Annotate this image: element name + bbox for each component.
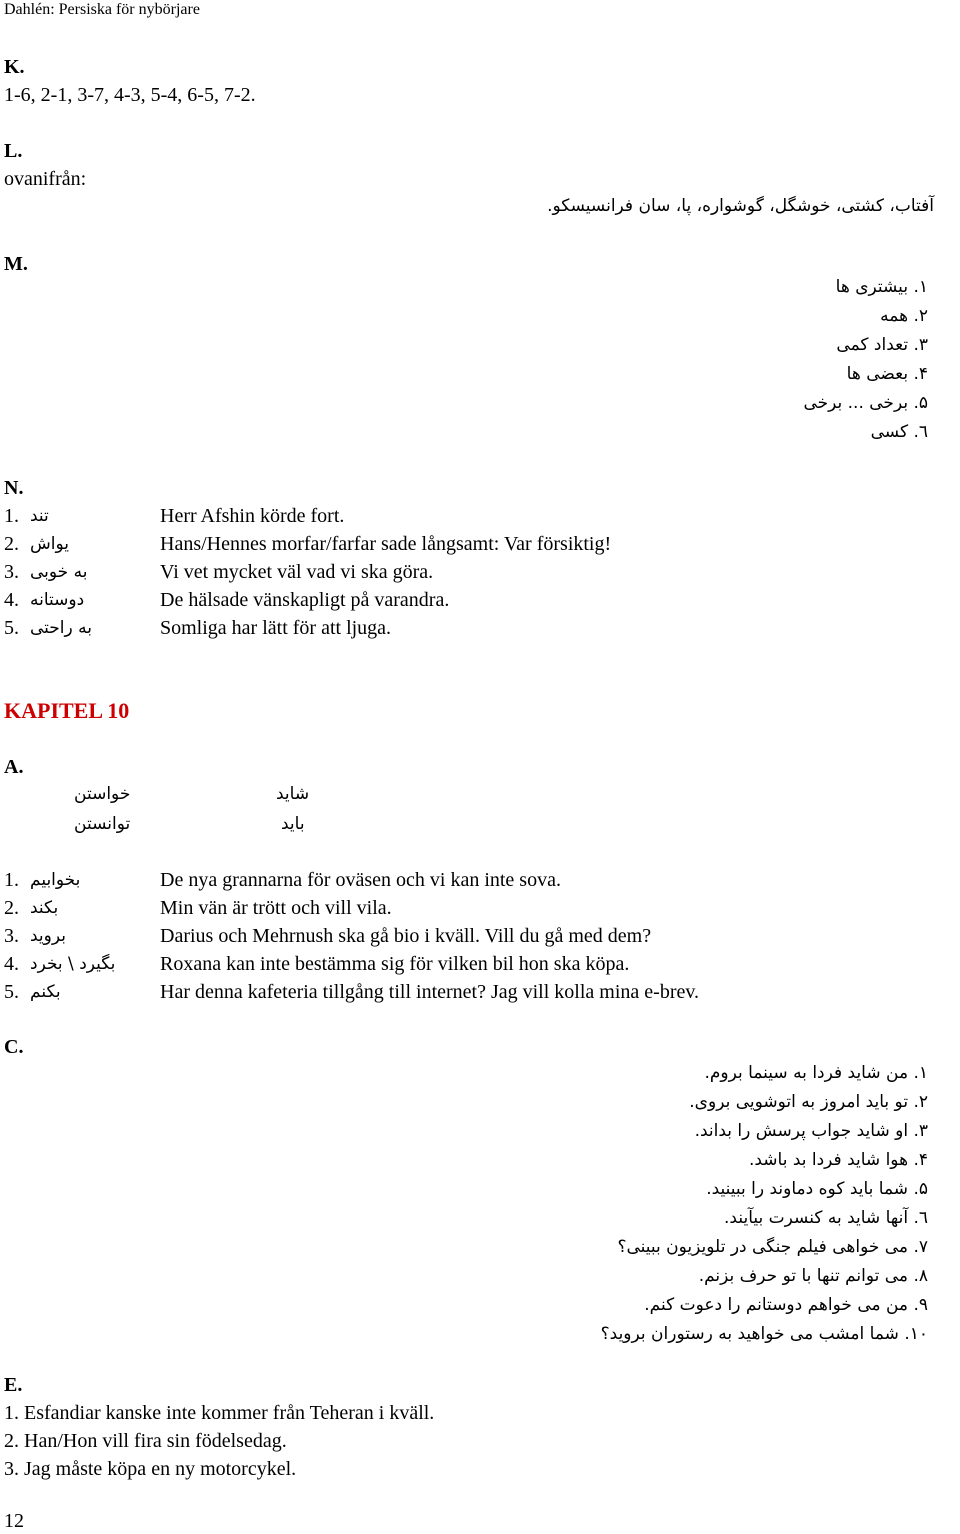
section-l-label: L. xyxy=(4,140,23,162)
list-item: ۵. شما باید کوه دماوند را ببینید. xyxy=(706,1179,928,1199)
row-number: 3. xyxy=(4,561,19,583)
row-number: 5. xyxy=(4,981,19,1003)
swedish-sentence: Herr Afshin körde fort. xyxy=(160,505,345,527)
list-item: ۴. بعضی ها xyxy=(846,364,928,384)
list-item: ۴. هوا شاید فردا بد باشد. xyxy=(748,1150,928,1170)
section-a-label: A. xyxy=(4,756,24,778)
page-header: Dahlén: Persiska för nybörjare xyxy=(4,1,200,18)
section-e-label: E. xyxy=(4,1374,23,1396)
list-item: 2. Han/Hon vill fira sin födelsedag. xyxy=(4,1430,287,1452)
persian-word: بگیرد \ بخرد xyxy=(30,954,116,974)
verb-word: خواستن xyxy=(74,784,131,804)
section-m-list xyxy=(803,273,928,447)
swedish-sentence: Min vän är trött och vill vila. xyxy=(160,897,392,919)
section-l-persian-line: آفتاب، کشتی، خوشگل، گوشواره، پا، سان فرانسیسکو. xyxy=(547,196,934,216)
section-k-answers: 1-6, 2-1, 3-7, 4-3, 5-4, 6-5, 7-2. xyxy=(4,84,256,106)
swedish-sentence: De nya grannarna för oväsen och vi kan inte sova. xyxy=(160,869,561,891)
persian-word: به خوبی xyxy=(30,562,88,582)
list-item: ۳. او شاید جواب پرسش را بداند. xyxy=(694,1121,928,1141)
section-c-label: C. xyxy=(4,1036,24,1058)
modal-word: شاید xyxy=(276,784,310,804)
row-number: 2. xyxy=(4,897,19,919)
section-c-list xyxy=(601,1059,928,1349)
swedish-sentence: Roxana kan inte bestämma sig för vilken bil hon ska köpa. xyxy=(160,953,630,975)
page-number: 12 xyxy=(4,1510,24,1532)
swedish-sentence: De hälsade vänskapligt på varandra. xyxy=(160,589,450,611)
list-item: ٦. آنها شاید به کنسرت بیآیند. xyxy=(724,1208,928,1228)
row-number: 5. xyxy=(4,617,19,639)
persian-word: بخوابیم xyxy=(30,870,81,890)
list-item: ۳. تعداد کمی xyxy=(836,335,928,355)
persian-word: یواش xyxy=(30,534,69,554)
chapter-heading: KAPITEL 10 xyxy=(4,698,130,723)
persian-word: بکند xyxy=(30,898,59,918)
list-item: ۱. من شاید فردا به سینما بروم. xyxy=(704,1063,928,1083)
list-item: ۸. می توانم تنها با تو حرف بزنم. xyxy=(698,1266,928,1286)
swedish-sentence: Somliga har lätt för att ljuga. xyxy=(160,617,392,639)
section-m-label: M. xyxy=(4,253,28,275)
persian-word: به راحتی xyxy=(30,618,92,638)
list-item: ۱. بیشتری ها xyxy=(835,277,928,297)
row-number: 3. xyxy=(4,925,19,947)
list-item: 1. Esfandiar kanske inte kommer från Teheran i kväll. xyxy=(4,1402,435,1424)
persian-word: بروید xyxy=(30,926,66,946)
persian-word: دوستانه xyxy=(30,590,85,610)
persian-word: بکنم xyxy=(30,982,61,1002)
list-item: ٦. کسی xyxy=(870,422,928,442)
list-item: ۹. من می خواهم دوستانم را دعوت کنم. xyxy=(644,1295,928,1315)
persian-word: تند xyxy=(30,506,49,526)
verb-word: توانستن xyxy=(74,814,131,834)
section-l-note: ovanifrån: xyxy=(4,168,87,190)
swedish-sentence: Darius och Mehrnush ska gå bio i kväll. Vill du gå med dem? xyxy=(160,925,652,947)
list-item: ۷. می خواهی فیلم جنگی در تلویزیون ببینی؟ xyxy=(617,1237,928,1257)
list-item: 3. Jag måste köpa en ny motorcykel. xyxy=(4,1458,297,1480)
swedish-sentence: Har denna kafeteria tillgång till internet? Jag vill kolla mina e-brev. xyxy=(160,981,700,1003)
row-number: 1. xyxy=(4,869,19,891)
row-number: 1. xyxy=(4,505,19,527)
list-item: ۲. همه xyxy=(880,306,928,326)
row-number: 4. xyxy=(4,953,19,975)
list-item: ۵. برخی ... برخی xyxy=(803,393,928,413)
row-number: 2. xyxy=(4,533,19,555)
section-n-label: N. xyxy=(4,477,24,499)
swedish-sentence: Hans/Hennes morfar/farfar sade långsamt: Var försiktig! xyxy=(160,533,612,555)
list-item: ۱۰. شما امشب می خواهید به رستوران بروید؟ xyxy=(600,1324,928,1344)
list-item: ۲. تو باید امروز به اتوشویی بروی. xyxy=(689,1092,928,1112)
row-number: 4. xyxy=(4,589,19,611)
section-k-label: K. xyxy=(4,56,25,78)
modal-word: باید xyxy=(281,814,305,834)
swedish-sentence: Vi vet mycket väl vad vi ska göra. xyxy=(160,561,434,583)
